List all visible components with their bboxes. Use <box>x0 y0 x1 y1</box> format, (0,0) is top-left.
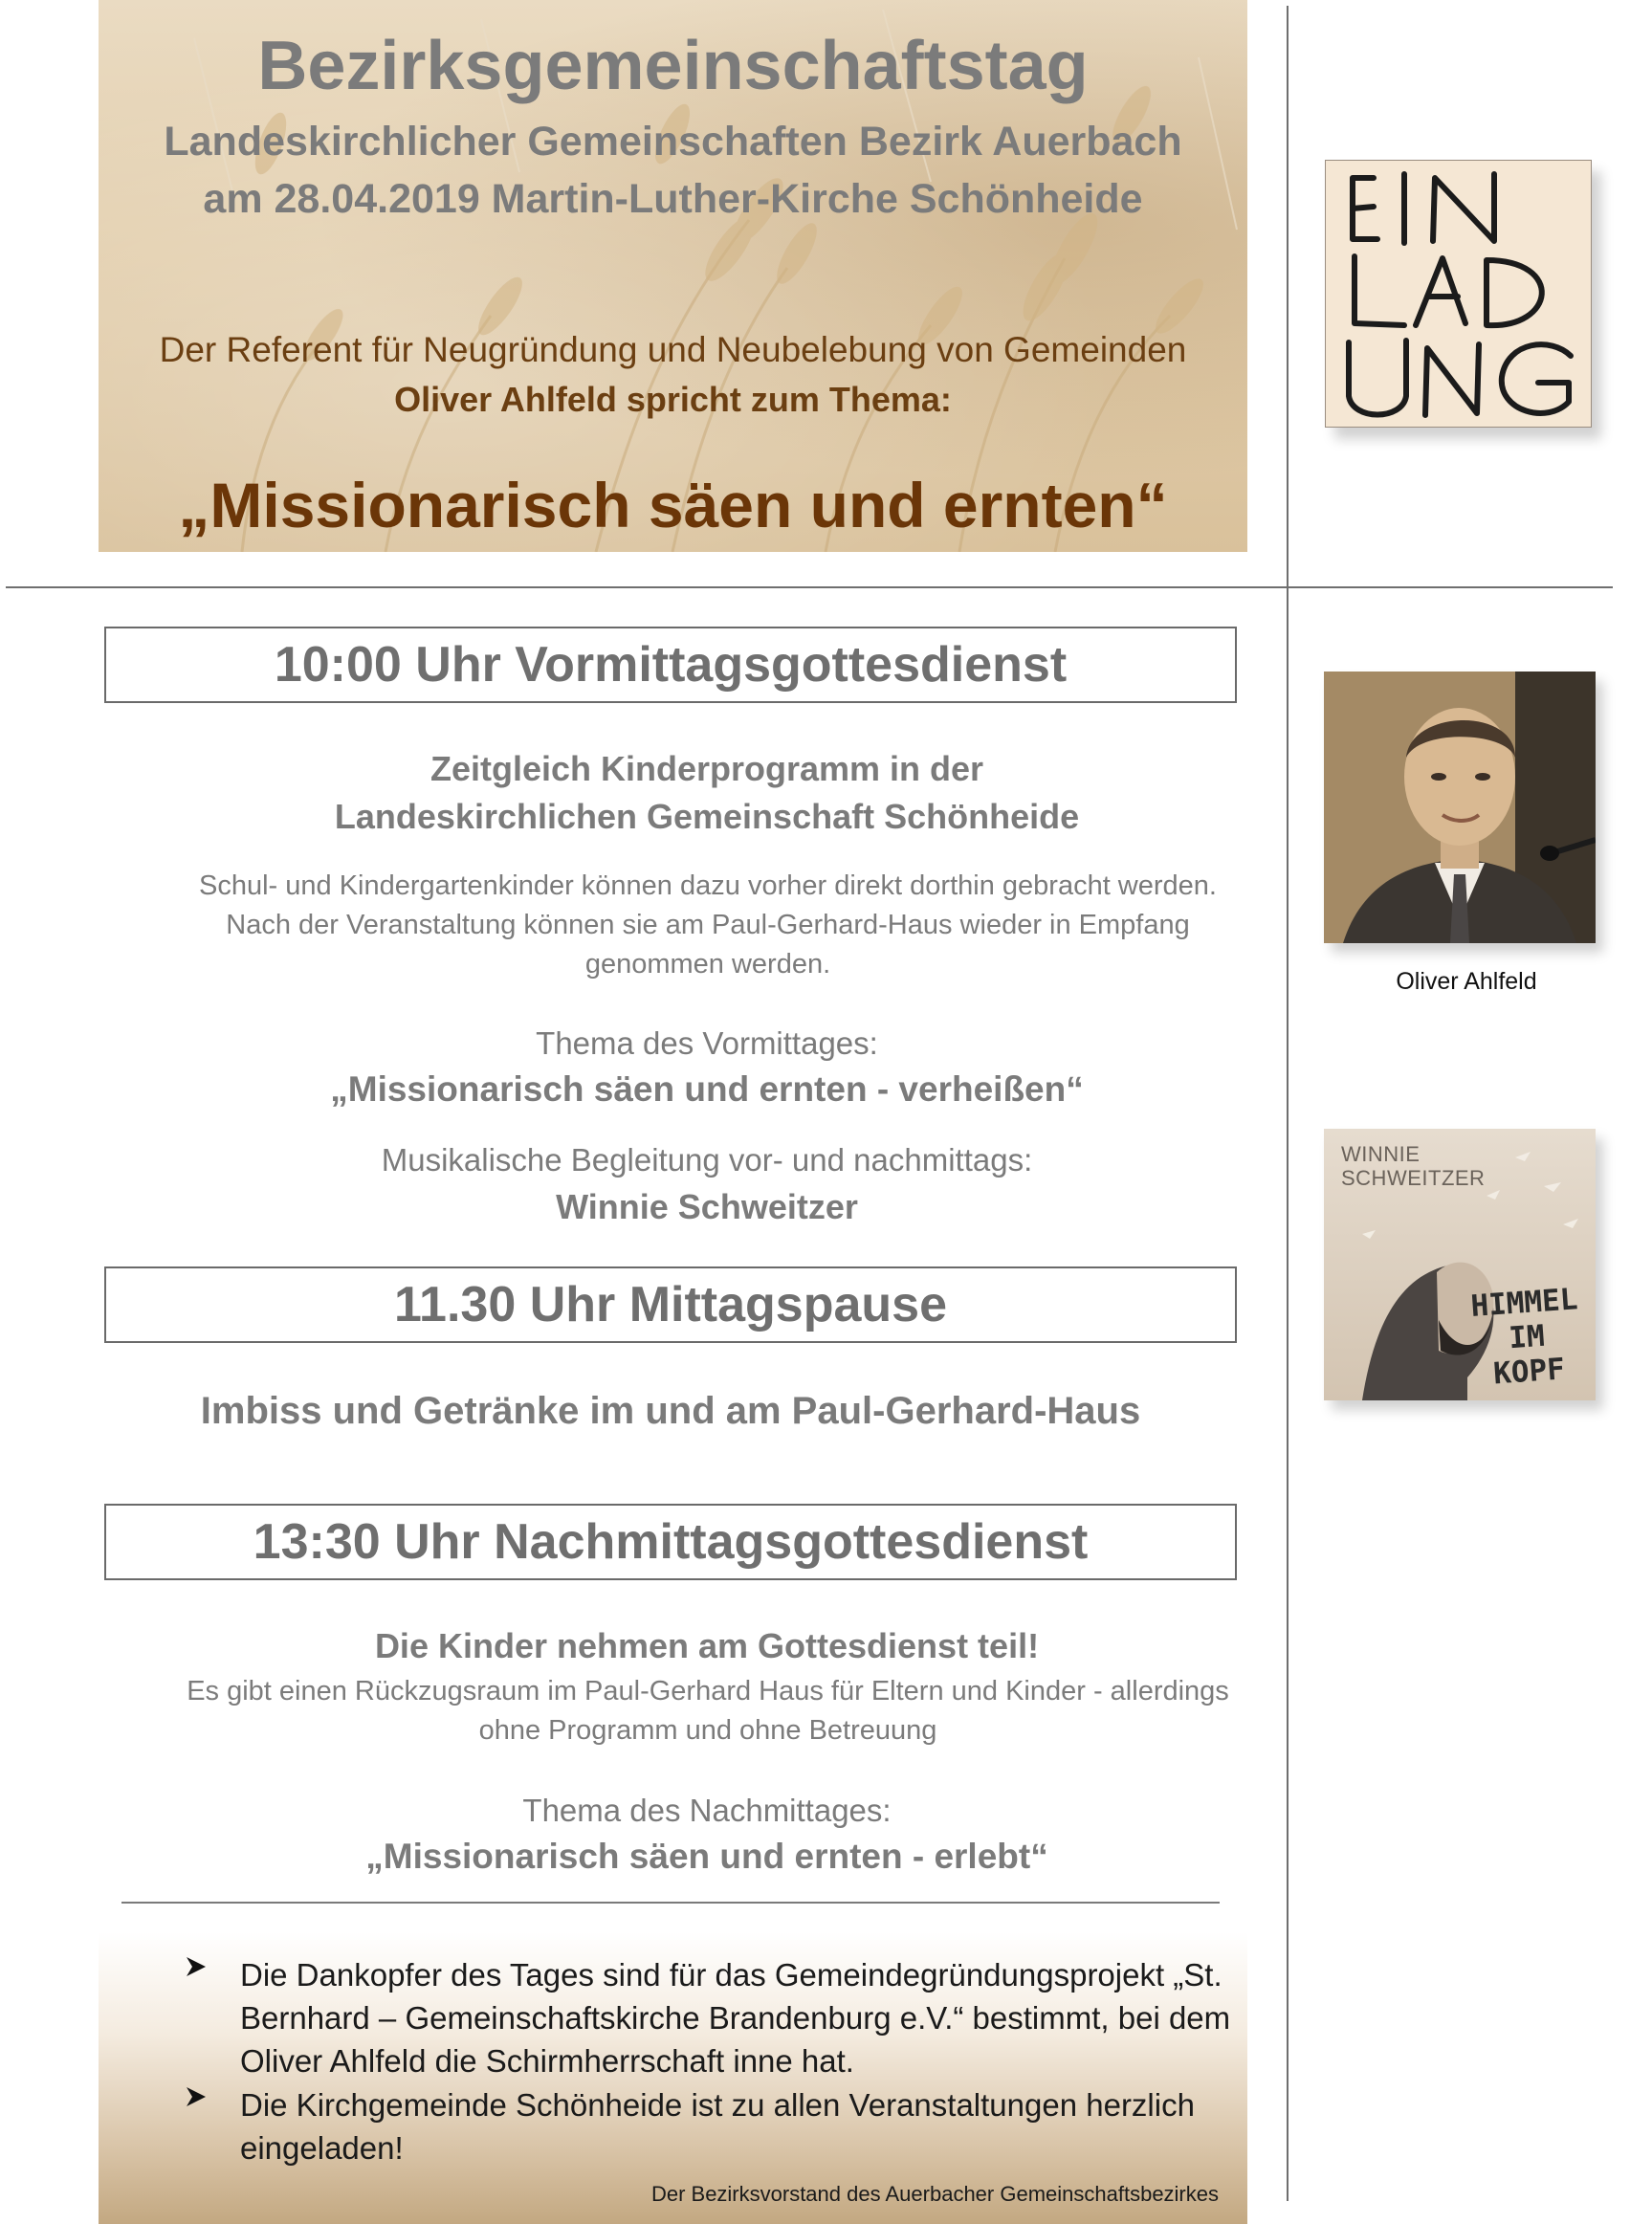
footer-bullet-text: Die Dankopfer des Tages sind für das Gemeindegründungsprojekt „St. Bernhard – Gemeinschaftskirche Brandenburg e.V.“ bestimmt, bei dem Oliver Ahlfeld die Schirmherrschaft inne hat. <box>240 1957 1231 2079</box>
afternoon-kids-description: Es gibt einen Rückzugsraum im Paul-Gerhard Haus für Eltern und Kinder - allerdings ohne Programm und ohne Betreuung <box>187 1676 1229 1746</box>
referent-line: Der Referent für Neugründung und Neubelebung von Gemeinden <box>159 330 1187 369</box>
morning-kids-title-line1: Zeitgleich Kinderprogramm in der <box>430 749 984 788</box>
album-cover <box>1324 1129 1596 1400</box>
afternoon-theme: „Missionarisch säen und ernten - erlebt“ <box>365 1837 1048 1876</box>
event-subtitle-date-location: am 28.04.2019 Martin-Luther-Kirche Schönheide <box>203 176 1143 222</box>
music-label: Musikalische Begleitung vor- und nachmittags: <box>381 1142 1033 1178</box>
event-theme: „Missionarisch säen und ernten“ <box>178 470 1168 540</box>
lunch-heading: 11.30 Uhr Mittagspause <box>104 1266 1237 1343</box>
arrow-bullet-icon <box>183 2083 209 2110</box>
portrait-caption: Oliver Ahlfeld <box>1396 968 1537 995</box>
speaker-portrait-illustration <box>1324 672 1596 943</box>
morning-kids-description: Schul- und Kindergartenkinder können dazu vorher direkt dorthin gebracht werden. Nach der Veranstaltung können sie am Paul-Gerhard-Haus wieder in Empfang genommen werden. <box>199 870 1217 980</box>
speaker-line: Oliver Ahlfeld spricht zum Thema: <box>394 380 952 419</box>
signature: Der Bezirksvorstand des Auerbacher Gemeinschaftsbezirkes <box>650 2182 1219 2206</box>
morning-theme-label: Thema des Vormittages: <box>536 1025 878 1061</box>
morning-theme: „Missionarisch säen und ernten - verheißen“ <box>330 1069 1084 1109</box>
album-title: HIMMEL IM KOPF <box>1469 1282 1579 1392</box>
einladung-logo <box>1325 160 1592 428</box>
afternoon-kids-title: Die Kinder nehmen am Gottesdienst teil! <box>374 1626 1040 1665</box>
footer-notes <box>99 1932 1247 2224</box>
horizontal-divider <box>6 586 1613 588</box>
event-title: Bezirksgemeinschaftstag <box>257 28 1089 104</box>
album-artist: WINNIE SCHWEITZER <box>1341 1142 1486 1190</box>
lunch-text: Imbiss und Getränke im und am Paul-Gerhard-Haus <box>200 1390 1141 1432</box>
morning-kids-title-line2: Landeskirchlichen Gemeinschaft Schönheide <box>334 797 1080 836</box>
morning-service-heading: 10:00 Uhr Vormittagsgottesdienst <box>104 627 1237 703</box>
afternoon-theme-label: Thema des Nachmittages: <box>522 1793 892 1828</box>
event-subtitle-organizer: Landeskirchlicher Gemeinschaften Bezirk Auerbach <box>164 119 1182 165</box>
afternoon-service-heading: 13:30 Uhr Nachmittagsgottesdienst <box>104 1504 1237 1580</box>
header-banner <box>99 0 1247 552</box>
speaker-portrait <box>1324 672 1596 943</box>
einladung-brush-lettering <box>1326 161 1591 427</box>
section-separator <box>121 1902 1220 1904</box>
arrow-bullet-icon <box>183 1953 209 1980</box>
music-name: Winnie Schweitzer <box>556 1187 858 1226</box>
footer-bullet-text: Die Kirchgemeinde Schönheide ist zu allen Veranstaltungen herzlich eingeladen! <box>240 2087 1195 2166</box>
